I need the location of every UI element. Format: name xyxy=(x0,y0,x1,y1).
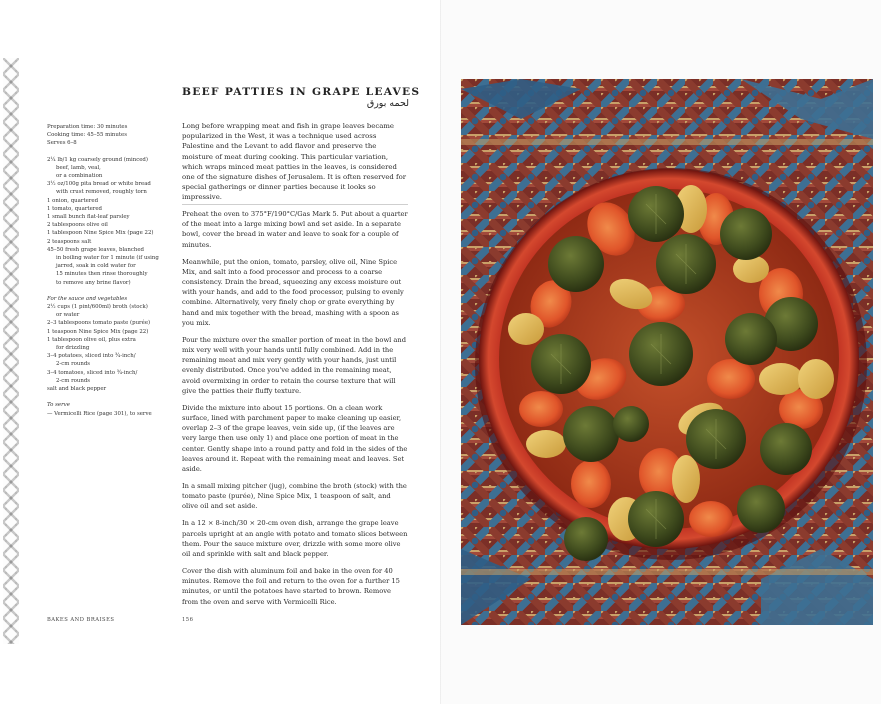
dish-illustration xyxy=(461,79,873,625)
dish-photo xyxy=(461,79,873,625)
page-number: 156 xyxy=(182,617,194,623)
ingredient-line: in boiling water for 1 minute (if using xyxy=(56,255,159,262)
ingredient-line: 1 tablespoon Nine Spice Mix (page 22) xyxy=(47,230,154,237)
cook-time: Cooking time: 45–55 minutes xyxy=(47,132,127,139)
sauce-ingredient-line: 1 tablespoon olive oil, plus extra xyxy=(47,336,136,343)
serve-item: — Vermicelli Rice (page 301), to serve xyxy=(47,410,152,417)
method-step: Preheat the oven to 375°F/190°C/Gas Mark 5. Put about a quarter of the meat into a large mixing bowl and set aside. In a separate bowl, cover the bread in water and leave to soak for a couple of minutes. xyxy=(182,210,408,249)
ingredient-line: 2 tablespoons olive oil xyxy=(47,222,108,229)
sauce-ingredient-line: 3–4 tomatoes, sliced into ¾-inch/ xyxy=(47,369,138,376)
ingredient-list xyxy=(47,156,175,287)
method-step: Cover the dish with aluminum foil and bake in the oven for 40 minutes. Remove the foil and return to the oven for a further 15 minutes, or until the potatoes have started to brown. Remove from the oven and serve with Vermicelli Rice. xyxy=(182,567,400,606)
method-step: Divide the mixture into about 15 portions. On a clean work surface, lined with parchment paper to make cleaning up easier, overlap 2–3 of the grape leaves, vein side up, (if the leaves are very large then use only 1) and place one portion of meat in the center. Gently shape into a round patty and fold in the sides of the leaves around it. Repeat with the remaining meat and leaves. Set aside. xyxy=(182,403,408,474)
sauce-ingredient-list xyxy=(47,303,175,393)
method-step: Pour the mixture over the smaller portion of meat in the bowl and mix very well with your hands until fully combined. Add in the remaining meat and mix very gently with your hands, just until evenly distributed. Once you've added in the remaining meat, avoid overmixing in order to retain the course texture that will give the patties their fluffy texture. xyxy=(182,335,407,395)
sauce-ingredient-line: 2-cm rounds xyxy=(56,377,91,384)
sauce-ingredient-line: 3–4 potatoes, sliced into ¾-inch/ xyxy=(47,353,136,360)
ingredient-line: 15 minutes then rinse thoroughly xyxy=(56,271,148,278)
method-step: Meanwhile, put the onion, tomato, parsley, olive oil, Nine Spice Mix, and salt into a food processor and process to a coarse consistency. Drain the bread, squeezing any excess moisture out with your hands, and add to the food processor, pulsing to evenly combine. Alternatively, very finely chop or grate everything by hand and mix together with the bread, mashing with a spoon as you mix. xyxy=(182,257,404,327)
footer-section: BAKES AND BRAISES xyxy=(47,617,115,623)
ingredient-line: or a combination xyxy=(56,173,103,180)
ingredient-line: with crust removed, roughly torn xyxy=(56,189,147,196)
ingredient-line: 3½ oz/100g pita bread or white bread xyxy=(47,181,151,188)
ornamental-border xyxy=(3,58,19,644)
ingredient-line: 1 onion, quartered xyxy=(47,197,99,204)
ingredient-line: 45–50 fresh grape leaves, blanched xyxy=(47,246,144,253)
sauce-ingredient-line: salt and black pepper xyxy=(47,386,107,393)
method-steps xyxy=(182,209,408,614)
serves: Serves 6–8 xyxy=(47,140,77,147)
sauce-ingredient-line: 2½ cups (1 pint/600ml) broth (stock) xyxy=(47,304,148,311)
divider xyxy=(182,204,408,205)
sauce-ingredient-line: 2-cm rounds xyxy=(56,361,91,368)
method-step: In a 12 × 8-inch/30 × 20-cm oven dish, arrange the grape leave parcels upright at an angle with potato and tomato slices between them. Pour the sauce mixture over, drizzle with some more olive oil and sprinkle with salt and black pepper. xyxy=(182,519,408,559)
ingredient-line: 1 small bunch flat-leaf parsley xyxy=(47,214,130,221)
ingredient-line: jarred, soak in cold water for xyxy=(56,263,136,270)
ingredient-line: 2¼ lb/1 kg coarsely ground (minced) xyxy=(47,156,148,163)
serve-heading: To serve xyxy=(47,402,70,409)
sauce-ingredient-line: or water xyxy=(56,312,80,319)
sauce-heading: For the sauce and vegetables xyxy=(47,295,128,302)
recipe-title-arabic: لحمه بورق xyxy=(366,98,409,109)
ingredient-line: 2 teaspoons salt xyxy=(47,238,92,245)
ingredient-line: beef, lamb, veal, xyxy=(56,164,101,171)
sauce-ingredient-line: 1 teaspoon Nine Spice Mix (page 22) xyxy=(47,328,149,335)
ingredients-column xyxy=(47,123,175,418)
sauce-ingredient-line: for drizzling xyxy=(56,345,90,352)
prep-time: Preparation time: 30 minutes xyxy=(47,124,128,130)
recipe-title: BEEF PATTIES IN GRAPE LEAVES xyxy=(182,86,421,98)
recipe-intro: Long before wrapping meat and fish in grape leaves became popularized in the West, it was a technique used across Palestine and the Levant to add flavor and preserve the moisture of meat during cooking. This particular variation, which wraps minced meat patties in the leaves, is considered one of the signature dishes of Jerusalem. It is often reserved for special gatherings or dinner parties because it looks so impressive. xyxy=(182,122,407,202)
method-step: In a small mixing pitcher (jug), combine the broth (stock) with the tomato paste (purée), Nine Spice Mix, 1 teaspoon of salt, and olive oil and set aside. xyxy=(182,482,407,511)
sauce-ingredient-line: 2–3 tablespoons tomato paste (purée) xyxy=(47,320,151,327)
ingredient-line: 1 tomato, quartered xyxy=(47,205,103,212)
ingredient-line: to remove any brine flavor) xyxy=(56,279,131,286)
